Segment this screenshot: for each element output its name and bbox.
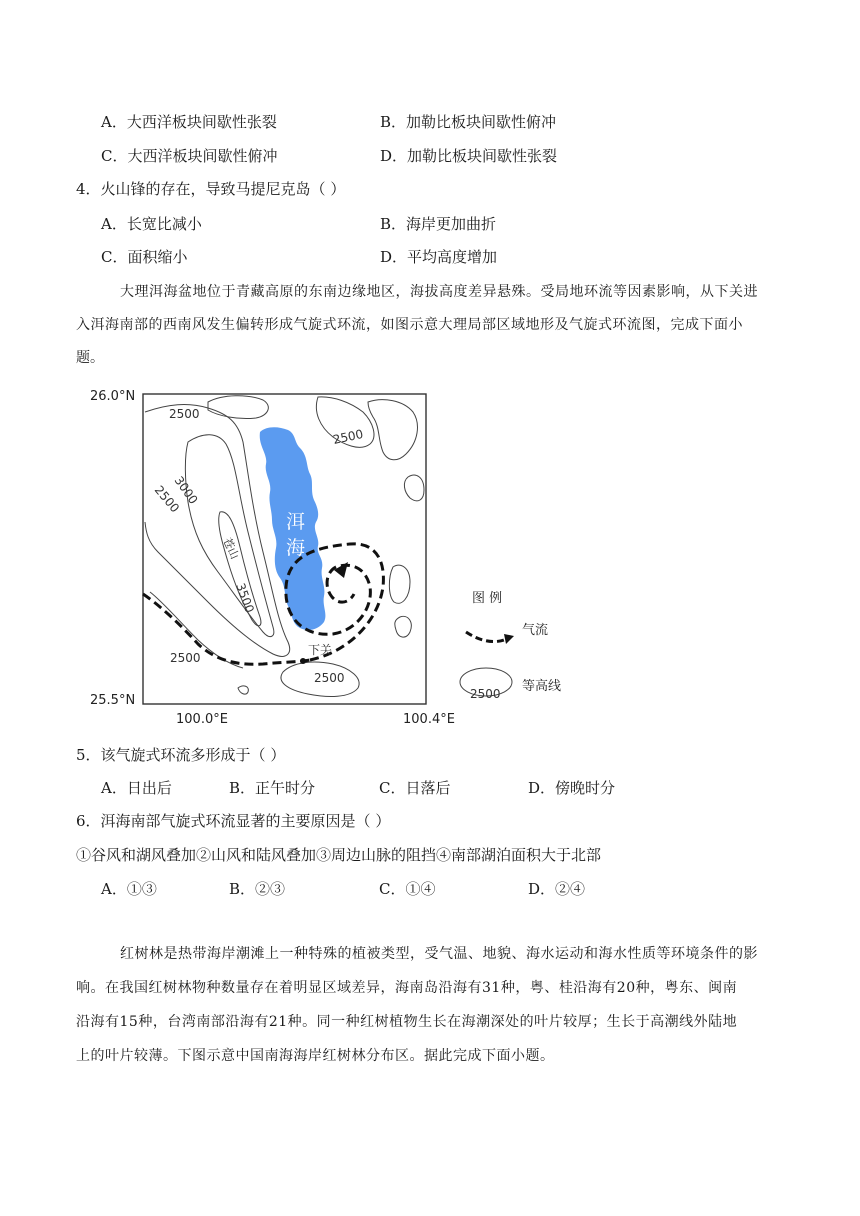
q6-option-d: D．②④ [528, 880, 586, 898]
q3-option-d: D．加勒比板块间歇性张裂 [380, 147, 558, 165]
q5-option-d: D．傍晚时分 [528, 779, 616, 797]
q6-option-a: A．①③ [101, 880, 157, 898]
passage1-line2: 入洱海南部的西南风发生偏转形成气旋式环流，如图示意大理局部区域地形及气旋式环流图，完成下面小 [76, 317, 743, 333]
passage2-line3: 沿海有15种，台湾南部沿海有21种。同一种红树植物生长在海潮深处的叶片较厚；生长于高潮线外陆地 [76, 1014, 738, 1030]
legend-airflow-line [466, 632, 504, 642]
q4-option-c: C．面积缩小 [101, 248, 188, 266]
contour-label-4: 2500 [151, 482, 183, 516]
contour-label-2: 2500 [331, 426, 365, 447]
legend-arrow-icon [504, 634, 514, 644]
lat-bottom-label: 25.5°N [90, 693, 136, 708]
passage1-line1: 大理洱海盆地位于青藏高原的东南边缘地区，海拔高度差异悬殊。受局地环流等因素影响，从下关进 [120, 284, 758, 300]
q4-stem: 4．火山锋的存在，导致马提尼克岛（ ） [76, 180, 346, 198]
q3-option-c: C．大西洋板块间歇性俯冲 [101, 147, 278, 165]
passage2-line1: 红树林是热带海岸潮滩上一种特殊的植被类型，受气温、地貌、海水运动和海水性质等环境条件的影 [120, 946, 758, 962]
xiaguan-dot [300, 658, 306, 664]
lon-left-label: 100.0°E [176, 712, 228, 727]
contour-label-1: 2500 [169, 407, 200, 421]
q6-stem: 6．洱海南部气旋式环流显著的主要原因是（ ） [76, 812, 391, 830]
q5-stem: 5．该气旋式环流多形成于（ ） [76, 746, 286, 764]
passage1-line3: 题。 [76, 350, 104, 366]
contour-label-6: 2500 [170, 651, 201, 665]
contour-label-7: 2500 [314, 671, 345, 685]
q3-option-b: B．加勒比板块间歇性俯冲 [380, 113, 557, 131]
lake-name-1: 洱 [286, 511, 306, 533]
q6-option-c: C．①④ [379, 880, 436, 898]
passage2-line4: 上的叶片较薄。下图示意中国南海海岸红树林分布区。据此完成下面小题。 [76, 1048, 555, 1064]
legend-contour-label: 等高线 [522, 679, 562, 694]
legend-airflow-label: 气流 [522, 623, 549, 638]
q4-option-b: B．海岸更加曲折 [380, 215, 497, 233]
map-legend [460, 591, 561, 701]
lat-top-label: 26.0°N [90, 389, 136, 404]
q6-choices: ①谷风和湖风叠加②山风和陆风叠加③周边山脉的阻挡④南部湖泊面积大于北部 [76, 846, 602, 864]
q4-option-d: D．平均高度增加 [380, 248, 498, 266]
q4-option-a: A．长宽比减小 [101, 215, 202, 233]
q6-option-b: B．②③ [229, 880, 286, 898]
q5-option-a: A．日出后 [101, 779, 172, 797]
lake-name-2: 海 [286, 537, 306, 559]
town-label: 下关 [308, 643, 333, 657]
mountain-label: 苍山 [220, 535, 242, 562]
erhai-terrain-map [88, 382, 588, 732]
legend-contour-value: 2500 [470, 687, 501, 701]
contour-label-5: 3500 [233, 581, 257, 615]
q3-option-a: A．大西洋板块间歇性张裂 [101, 113, 277, 131]
lon-right-label: 100.4°E [403, 712, 455, 727]
q5-option-c: C．日落后 [379, 779, 451, 797]
airflow-cyclone [143, 544, 383, 664]
passage2-line2: 响。在我国红树林物种数量存在着明显区域差异，海南岛沿海有31种，粤、桂沿海有20种，粤东、闽南 [76, 980, 738, 996]
contour-label-3: 3000 [171, 473, 201, 507]
legend-title: 图 例 [472, 591, 503, 606]
q5-option-b: B．正午时分 [229, 779, 316, 797]
